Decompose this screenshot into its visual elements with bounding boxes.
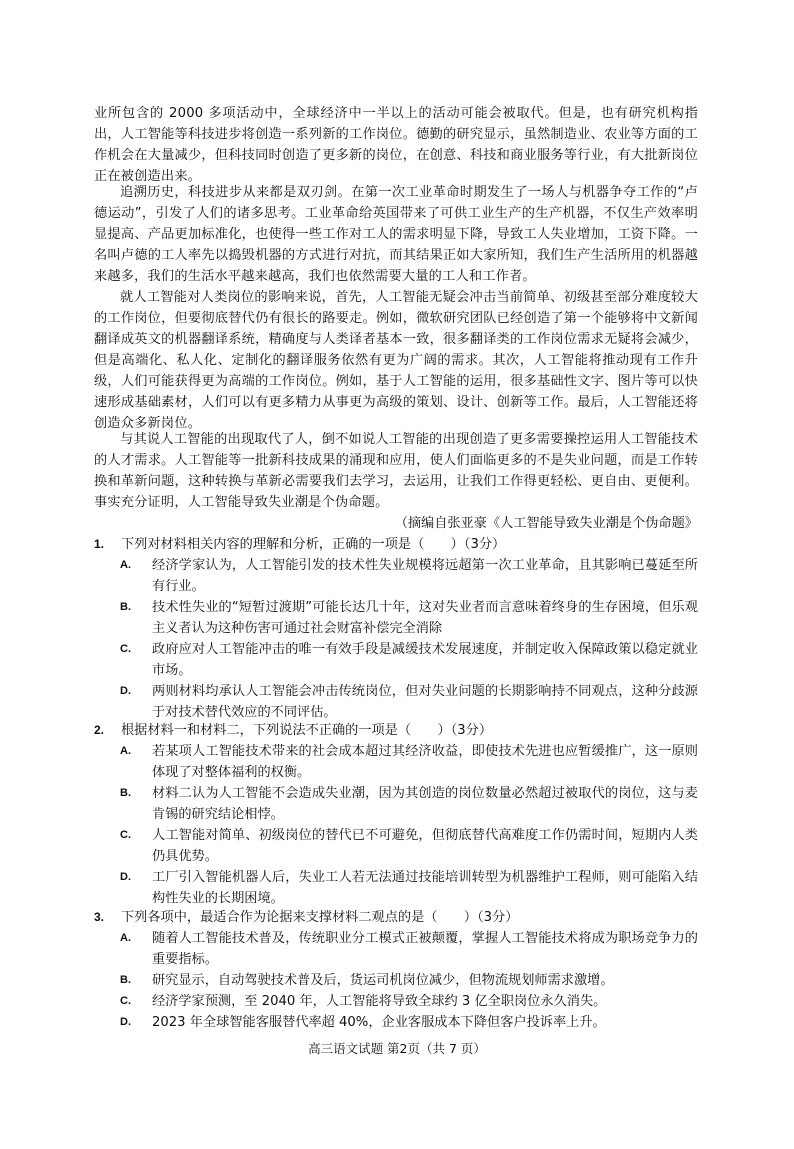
option-letter: B. [120,601,131,613]
question-stem: 下列对材料相关内容的理解和分析，正确的一项是（ ）（3分） [121,537,506,552]
option-text: 经济学家认为，人工智能引发的技术性失业规模将远超第一次工业革命，且其影响已蔓延至所有行业。 [152,558,698,594]
option-text: 材料二认为人工智能不会造成失业潮，因为其创造的岗位数量必然超过被取代的岗位，这与麦肯锡的研究结论相悖。 [152,786,698,822]
option-text: 政府应对人工智能冲击的唯一有效手段是减缓技术发展速度，并制定收入保障政策以稳定就业市场。 [152,642,698,678]
option-letter: C. [120,995,131,1007]
page-footer: 高三语文试题 第2页（共 7 页） [308,1041,486,1056]
option-text: 人工智能对简单、初级岗位的替代已不可避免，但彻底替代高难度工作仍需时间，短期内人类仍具优势。 [152,828,698,864]
question-number: 2. [94,723,105,737]
option-letter: D. [120,1016,131,1028]
question-stem: 根据材料一和材料二，下列说法不正确的一项是（ ）（3分） [121,723,493,738]
question-stem: 下列各项中，最适合作为论据来支撑材料二观点的是（ ）（3分） [121,910,519,925]
option-letter: C. [120,829,131,841]
passage-paragraph-1: 业所包含的 2000 多项活动中，全球经济中一半以上的活动可能会被取代。但是，也有研究机构指出，人工智能等科技进步将创造一系列新的工作岗位。德勤的研究显示，虽然制造业、农业等方面的工作机会在大量减少，但科技同时创造了更多新的岗位，在创意、科技和商业服务等行业，有大批新岗位正在被创造出来。 [94,106,698,184]
option-letter: D. [120,685,131,697]
option-text: 2023 年全球智能客服替代率超 40%，企业客服成本下降但客户投诉率上升。 [152,1015,606,1030]
option-letter: A. [120,932,131,944]
option-letter: A. [120,745,131,757]
option-letter: B. [120,787,131,799]
passage-paragraph-2: 追溯历史，科技进步从来都是双刃剑。在第一次工业革命时期发生了一场人与机器争夺工作的“卢德运动”，引发了人们的诸多思考。工业革命给英国带来了可供工业生产的生产机器，不仅生产效率明显提高、产品更加标准化，也使得一些工作对工人的需求明显下降，导致工人失业增加，工资下降。一名叫卢德的工人率先以捣毁机器的方式进行对抗，而其结果正如大家所知，我们生产生活所用的机器越来越多，我们的生活水平越来越高，我们也依然需要大量的工人和工作者。 [94,185,698,284]
option-letter: C. [120,643,131,655]
passage-paragraph-3: 就人工智能对人类岗位的影响来说，首先，人工智能无疑会冲击当前简单、初级甚至部分难度较大的工作岗位，但要彻底替代仍有很长的路要走。例如，微软研究团队已经创造了第一个能够将中文新闻翻译成英文的机器翻译系统，精确度与人类译者基本一致，很多翻译类的工作岗位需求无疑将会减少，但是高端化、私人化、定制化的翻译服务依然有更为广阔的需求。其次，人工智能将推动现有工作升级，人们可能获得更为高端的工作岗位。例如，基于人工智能的运用，很多基础性文字、图片等可以快速形成基础素材，人们可以有更多精力从事更为高级的策划、设计、创新等工作。最后，人工智能还将创造众多新岗位。 [94,290,698,431]
question-number: 3. [94,910,105,924]
option-text: 两则材料均承认人工智能会冲击传统岗位，但对失业问题的长期影响持不同观点，这种分歧源于对技术替代效应的不同评估。 [152,684,698,720]
option-text: 若某项人工智能技术带来的社会成本超过其经济收益，即使技术先进也应暂缓推广，这一原则体现了对整体福利的权衡。 [152,744,698,780]
option-text: 技术性失业的“短暂过渡期”可能长达几十年，这对失业者而言意味着终身的生存困境，但乐观主义者认为这种伤害可通过社会财富补偿完全消除 [152,600,698,636]
question-number: 1. [94,537,105,551]
option-text: 随着人工智能技术普及，传统职业分工模式正被颠覆，掌握人工智能技术将成为职场竞争力的重要指标。 [152,931,698,967]
option-text: 经济学家预测，至 2040 年，人工智能将导致全球约 3 亿全职岗位永久消失。 [152,994,607,1009]
option-letter: D. [120,871,131,883]
option-text: 研究显示，自动驾驶技术普及后，货运司机岗位减少，但物流规划师需求激增。 [152,973,614,988]
option-text: 工厂引入智能机器人后，失业工人若无法通过技能培训转型为机器维护工程师，则可能陷入结构性失业的长期困境。 [152,870,698,906]
passage-source: （摘编自张亚豪《人工智能导致失业潮是个伪命题》 [394,516,698,531]
option-letter: A. [120,559,131,571]
passage-paragraph-4: 与其说人工智能的出现取代了人，倒不如说人工智能的出现创造了更多需要操控运用人工智能技术的人才需求。人工智能等一批新科技成果的涌现和应用，使人们面临更多的不是失业问题，而是工作转换和革新问题，这种转换与革新必需要我们去学习，去运用，让我们工作得更轻松、更自由、更便利。事实充分证明，人工智能导致失业潮是个伪命题。 [94,432,698,510]
option-letter: B. [120,974,131,986]
